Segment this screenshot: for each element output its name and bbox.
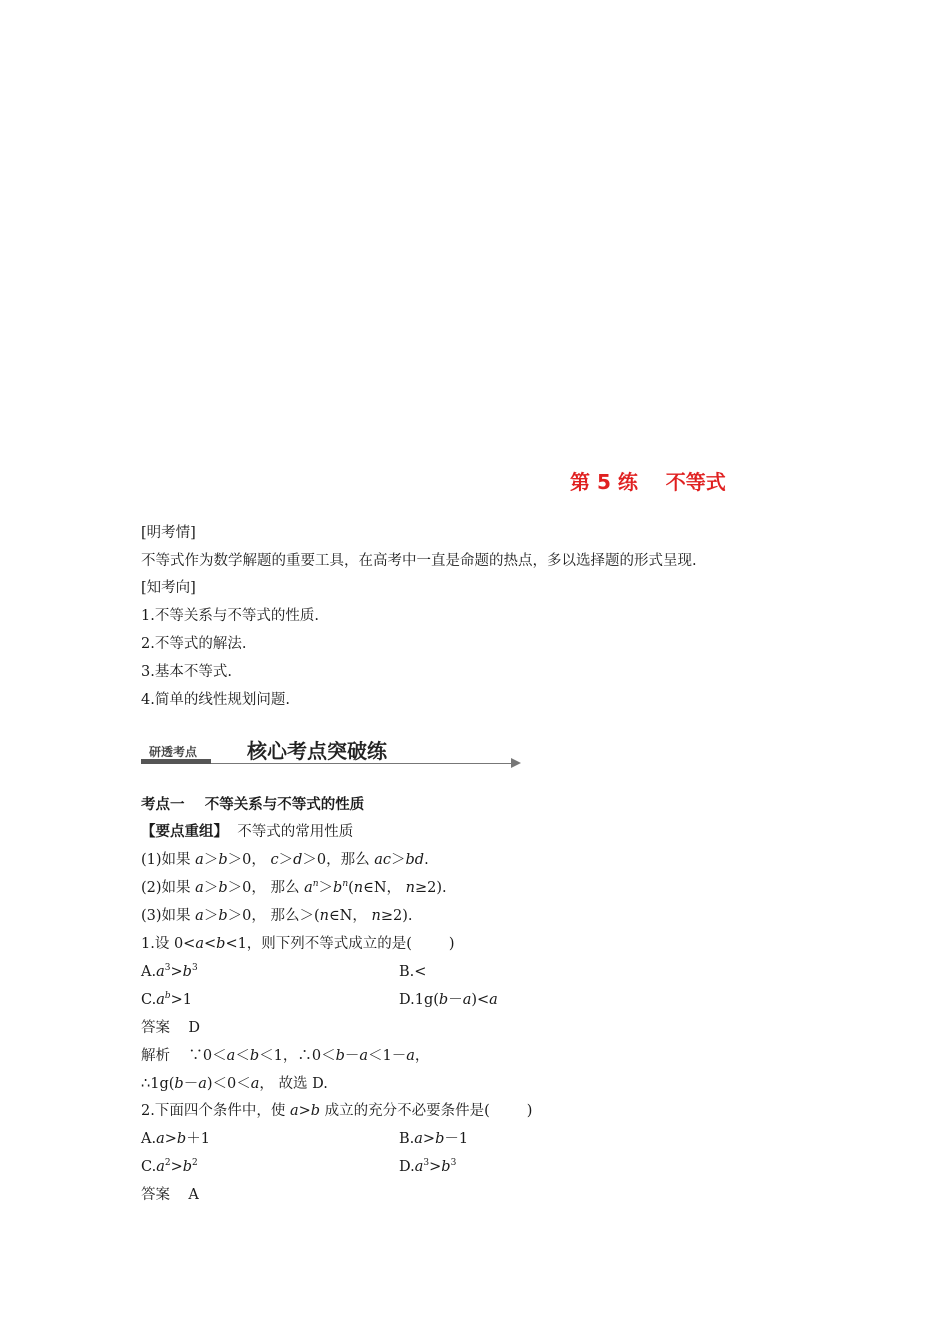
q1-explanation-1: 解析 ∵0＜a＜b＜1，∴0＜b－a＜1－a， <box>141 1048 430 1064</box>
banner-heading: 核心考点突破练 <box>247 739 387 763</box>
page-title: 第 5 练 不等式 <box>570 470 726 494</box>
q2-option-c: $C.a^2>b^2$ <box>141 1158 198 1175</box>
q2-answer: 答案 A <box>141 1187 199 1203</box>
banner-tag-bar <box>141 759 211 764</box>
q1-explanation-2: ∴1g(b－a)＜0＜a， 故选 D. <box>141 1076 328 1092</box>
key-points <box>141 823 353 841</box>
q1-option-a: $A.a^3>b^3$ <box>141 963 198 980</box>
topic-item: 4.简单的线性规划问题. <box>141 692 290 708</box>
property-3: (3)如果 a＞b＞0， 那么＞(n∈N， n≥2). <box>141 908 413 924</box>
zhi-label: [知考向] <box>141 580 196 596</box>
q1-option-c: $C.a^b>1$ <box>141 991 192 1008</box>
q2-option-b: B.a>b－1 <box>399 1131 469 1147</box>
topic-item: 1.不等关系与不等式的性质. <box>141 608 319 624</box>
topic-item: 3.基本不等式. <box>141 664 232 680</box>
banner-rule <box>211 763 513 764</box>
topic-item: 2.不等式的解法. <box>141 636 247 652</box>
q2-option-a: A.a>b＋1 <box>141 1131 210 1147</box>
property-1: (1)如果 a＞b＞0， c＞d＞0，那么 ac＞bd. <box>141 852 429 868</box>
key-label: 【要点重组】 <box>141 824 228 840</box>
question-2-stem: 2.下面四个条件中，使 a>b 成立的充分不必要条件是( ) <box>141 1103 533 1119</box>
question-1-stem: 1.设 0<a<b<1，则下列不等式成立的是( ) <box>141 936 455 952</box>
ming-text: 不等式作为数学解题的重要工具，在高考中一直是命题的热点，多以选择题的形式呈现. <box>141 553 697 569</box>
arrow-right-icon <box>511 758 521 768</box>
q2-option-d: $D.a^3>b^3$ <box>399 1158 457 1175</box>
section-heading: 考点一 不等关系与不等式的性质 <box>141 797 365 813</box>
property-2: (2)如果 a＞b＞0， 那么 $a^n>b^n(n\in N$， n≥2). <box>141 879 447 896</box>
key-text: 不等式的常用性质 <box>228 824 354 840</box>
banner-tag: 研透考点 <box>149 745 198 759</box>
q1-answer: 答案 D <box>141 1020 201 1036</box>
q1-option-b: B.< <box>399 964 427 980</box>
section-banner <box>141 733 531 773</box>
q1-option-d: D.1g(b－a)<a <box>399 992 498 1008</box>
ming-label: [明考情] <box>141 525 196 541</box>
